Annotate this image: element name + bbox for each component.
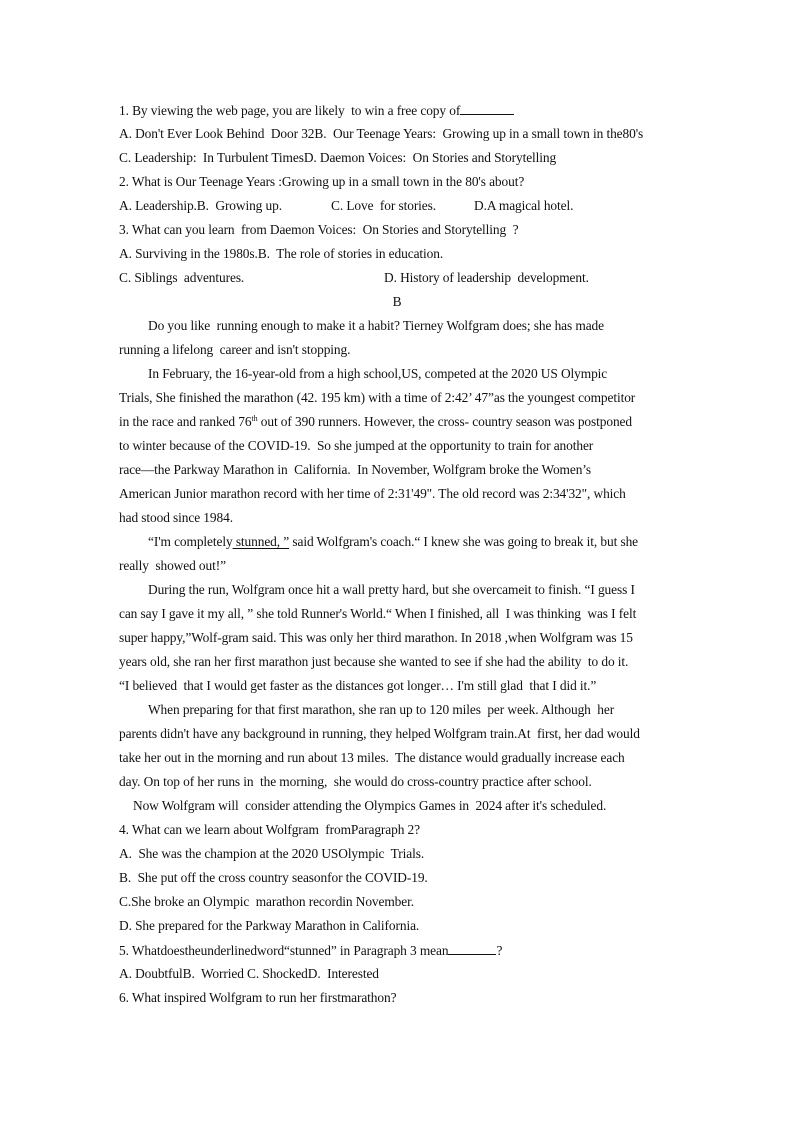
passage-p6-line1: Now Wolfgram will consider attending the Olympics Games in 2024 after it's scheduled. [133,798,607,813]
question-3-options-ab: A. Surviving in the 1980s.B. The role of stories in education. [119,246,444,261]
passage-p3-line1: “I'm completely stunned, ” said Wolfgram's coach.“ I knew she was going to break it, but she [148,534,639,549]
question-4-option-d: D. She prepared for the Parkway Marathon in California. [119,918,420,933]
passage-p3-line2: really showed out!” [119,558,226,573]
passage-p4-line2: can say I gave it my all, ” she told Runner's World.“ When I finished, all I was thinking was I felt [119,606,637,621]
passage-p4-line4: years old, she ran her first marathon just because she wanted to see if she had the ability to do it. [119,654,629,669]
question-4-option-a: A. She was the champion at the 2020 USOlympic Trials. [119,846,425,861]
passage-p4-line1: During the run, Wolfgram once hit a wall pretty hard, but she overcameit to finish. “I guess I [148,582,635,597]
question-2-stem: 2. What is Our Teenage Years :Growing up in a small town in the 80's about? [119,174,525,189]
question-3-option-c: C. Siblings adventures. [119,270,245,285]
question-1-options-cd: C. Leadership: In Turbulent TimesD. Daemon Voices: On Stories and Storytelling [119,150,557,165]
question-3-option-d: D. History of leadership development. [384,270,589,285]
underlined-word-stunned: stunned, ” [232,534,290,549]
question-4-option-b: B. She put off the cross country seasonfor the COVID-19. [119,870,428,885]
question-5-options: A. DoubtfulB. Worried C. ShockedD. Interested [119,966,379,981]
passage-p5-line1: When preparing for that first marathon, she ran up to 120 miles per week. Although her [148,702,615,717]
question-1-text: 1. By viewing the web page, you are likely to win a free copy of [119,103,461,118]
passage-p1-line1: Do you like running enough to make it a habit? Tierney Wolfgram does; she has made [148,318,604,333]
passage-p5-line4: day. On top of her runs in the morning, she would do cross-country practice after school. [119,774,592,789]
question-2-option-c: C. Love for stories. [331,198,437,213]
passage-p2-line6: American Junior marathon record with her time of 2:31'49". The old record was 2:34'32", which [119,486,626,501]
answer-blank [460,102,514,115]
section-heading: B [392,294,402,309]
question-2-option-ab: A. Leadership.B. Growing up. [119,198,282,213]
question-6-stem: 6. What inspired Wolfgram to run her firstmarathon? [119,990,397,1005]
question-1-options-ab: A. Don't Ever Look Behind Door 32B. Our Teenage Years: Growing up in a small town in the80's [119,126,644,141]
passage-p4-line3: super happy,”Wolf-gram said. This was only her third marathon. In 2018 ,when Wolfgram was 15 [119,630,633,645]
passage-p2-line7: had stood since 1984. [119,510,233,525]
passage-p2-line5: race—the Parkway Marathon in California. In November, Wolfgram broke the Women’s [119,462,592,477]
question-3-stem: 3. What can you learn from Daemon Voices: On Stories and Storytelling ? [119,222,519,237]
passage-p1-line2: running a lifelong career and isn't stopping. [119,342,351,357]
passage-p2-line4: to winter because of the COVID-19. So she jumped at the opportunity to train for another [119,438,594,453]
passage-p2-line2: Trials, She finished the marathon (42. 195 km) with a time of 2:42’ 47”as the youngest competitor [119,390,636,405]
question-5-stem: 5. Whatdoestheunderlinedword“stunned” in Paragraph 3 mean ? [119,943,503,958]
passage-p2-line3: in the race and ranked 76th out of 390 runners. However, the cross- country season was postponed [119,414,632,429]
question-1-stem [119,102,514,119]
passage-p2-line1: In February, the 16-year-old from a high school,US, competed at the 2020 US Olympic [148,366,608,381]
question-4-stem: 4. What can we learn about Wolfgram fromParagraph 2? [119,822,420,837]
question-4-option-c: C.She broke an Olympic marathon recordin November. [119,894,414,909]
answer-blank [448,942,496,955]
passage-p5-line3: take her out in the morning and run about 13 miles. The distance would gradually increase each [119,750,625,765]
passage-p4-line5: “I believed that I would get faster as the distances got longer… I'm still glad that I did it.” [119,678,597,693]
question-2-option-d: D.A magical hotel. [474,198,574,213]
ordinal-suffix: th [251,414,258,423]
passage-p5-line2: parents didn't have any background in running, they helped Wolfgram train.At first, her dad would [119,726,640,741]
